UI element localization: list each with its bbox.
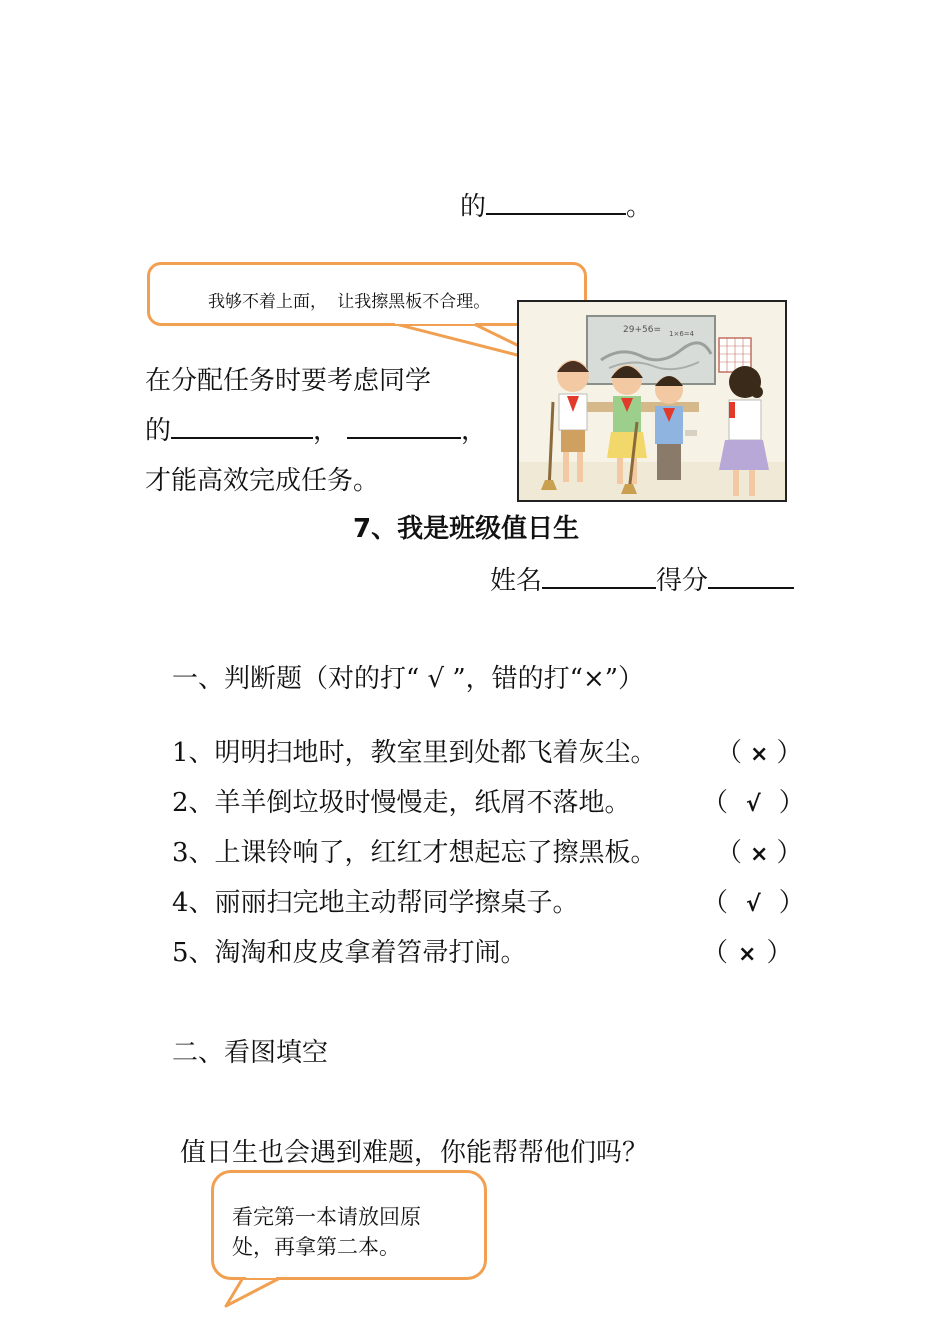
name-label: 姓名 [490, 566, 543, 596]
judgement-item-text: 4、丽丽扫完地主动帮同学擦桌子。 [172, 888, 579, 918]
judgement-item-text: 1、明明扫地时，教室里到处都飞着灰尘。 [172, 738, 657, 768]
judgement-item-text: 2、羊羊倒垃圾时慢慢走，纸屑不落地。 [172, 788, 631, 818]
consider-line-2 [145, 410, 487, 447]
judgement-item-text: 3、上课铃响了，红红才想起忘了擦黑板。 [172, 838, 657, 868]
section2-heading: 二、看图填空 [172, 1038, 329, 1068]
judgement-item-4 [172, 882, 805, 919]
board-equation-2: 1×6=4 [669, 330, 695, 338]
judgement-item-3 [172, 832, 803, 869]
consider-blank-2[interactable] [347, 413, 461, 439]
name-score-row [490, 560, 794, 597]
judgement-item-1 [172, 732, 803, 769]
answer-slot[interactable]: （ √ ） [702, 788, 805, 818]
score-label: 得分 [656, 566, 709, 596]
answer-slot[interactable]: （ × ） [716, 838, 803, 868]
board-equation: 29+56= [623, 325, 661, 335]
answer-mark: √ [746, 792, 761, 817]
fragment-suffix: 。 [626, 192, 653, 222]
answer-mark: × [738, 942, 757, 967]
answer-mark: × [750, 842, 769, 867]
judgement-item-text: 5、淘淘和皮皮拿着笤帚打闹。 [172, 938, 527, 968]
score-blank[interactable] [708, 563, 794, 589]
children-cleaning-image [519, 302, 787, 502]
lesson-title: 7、我是班级值日生 [353, 514, 580, 544]
speech-bubble-2 [211, 1170, 487, 1280]
answer-slot[interactable]: （ × ） [716, 738, 803, 768]
consider-line-3: 才能高效完成任务。 [145, 466, 380, 496]
name-blank[interactable] [542, 563, 656, 589]
speech-bubble-2-line-1: 看完第一本请放回原 [232, 1205, 421, 1229]
section2-question: 值日生也会遇到难题，你能帮帮他们吗？ [180, 1138, 649, 1168]
answer-slot[interactable]: （ × ） [702, 938, 793, 968]
consider-comma-1: ， [313, 416, 340, 446]
section1-heading: 一、判断题（对的打“ √ ”，错的打“×”） [172, 664, 645, 694]
consider-comma-2: ， [461, 416, 488, 446]
fragment-prefix: 的 [460, 192, 487, 222]
judgement-item-5 [172, 932, 792, 969]
speech-bubble-1-text: 我够不着上面， 让我擦黑板不合理。 [208, 292, 491, 312]
consider-line-1: 在分配任务时要考虑同学 [145, 366, 432, 396]
answer-mark: √ [746, 892, 761, 917]
judgement-item-2 [172, 782, 805, 819]
consider-line-2-prefix: 的 [145, 416, 172, 446]
answer-mark: × [750, 742, 769, 767]
speech-bubble-2-line-2: 处，再拿第二本。 [232, 1235, 400, 1259]
answer-slot[interactable]: （ √ ） [702, 888, 805, 918]
classroom-illustration [517, 300, 787, 502]
consider-blank-1[interactable] [171, 413, 313, 439]
